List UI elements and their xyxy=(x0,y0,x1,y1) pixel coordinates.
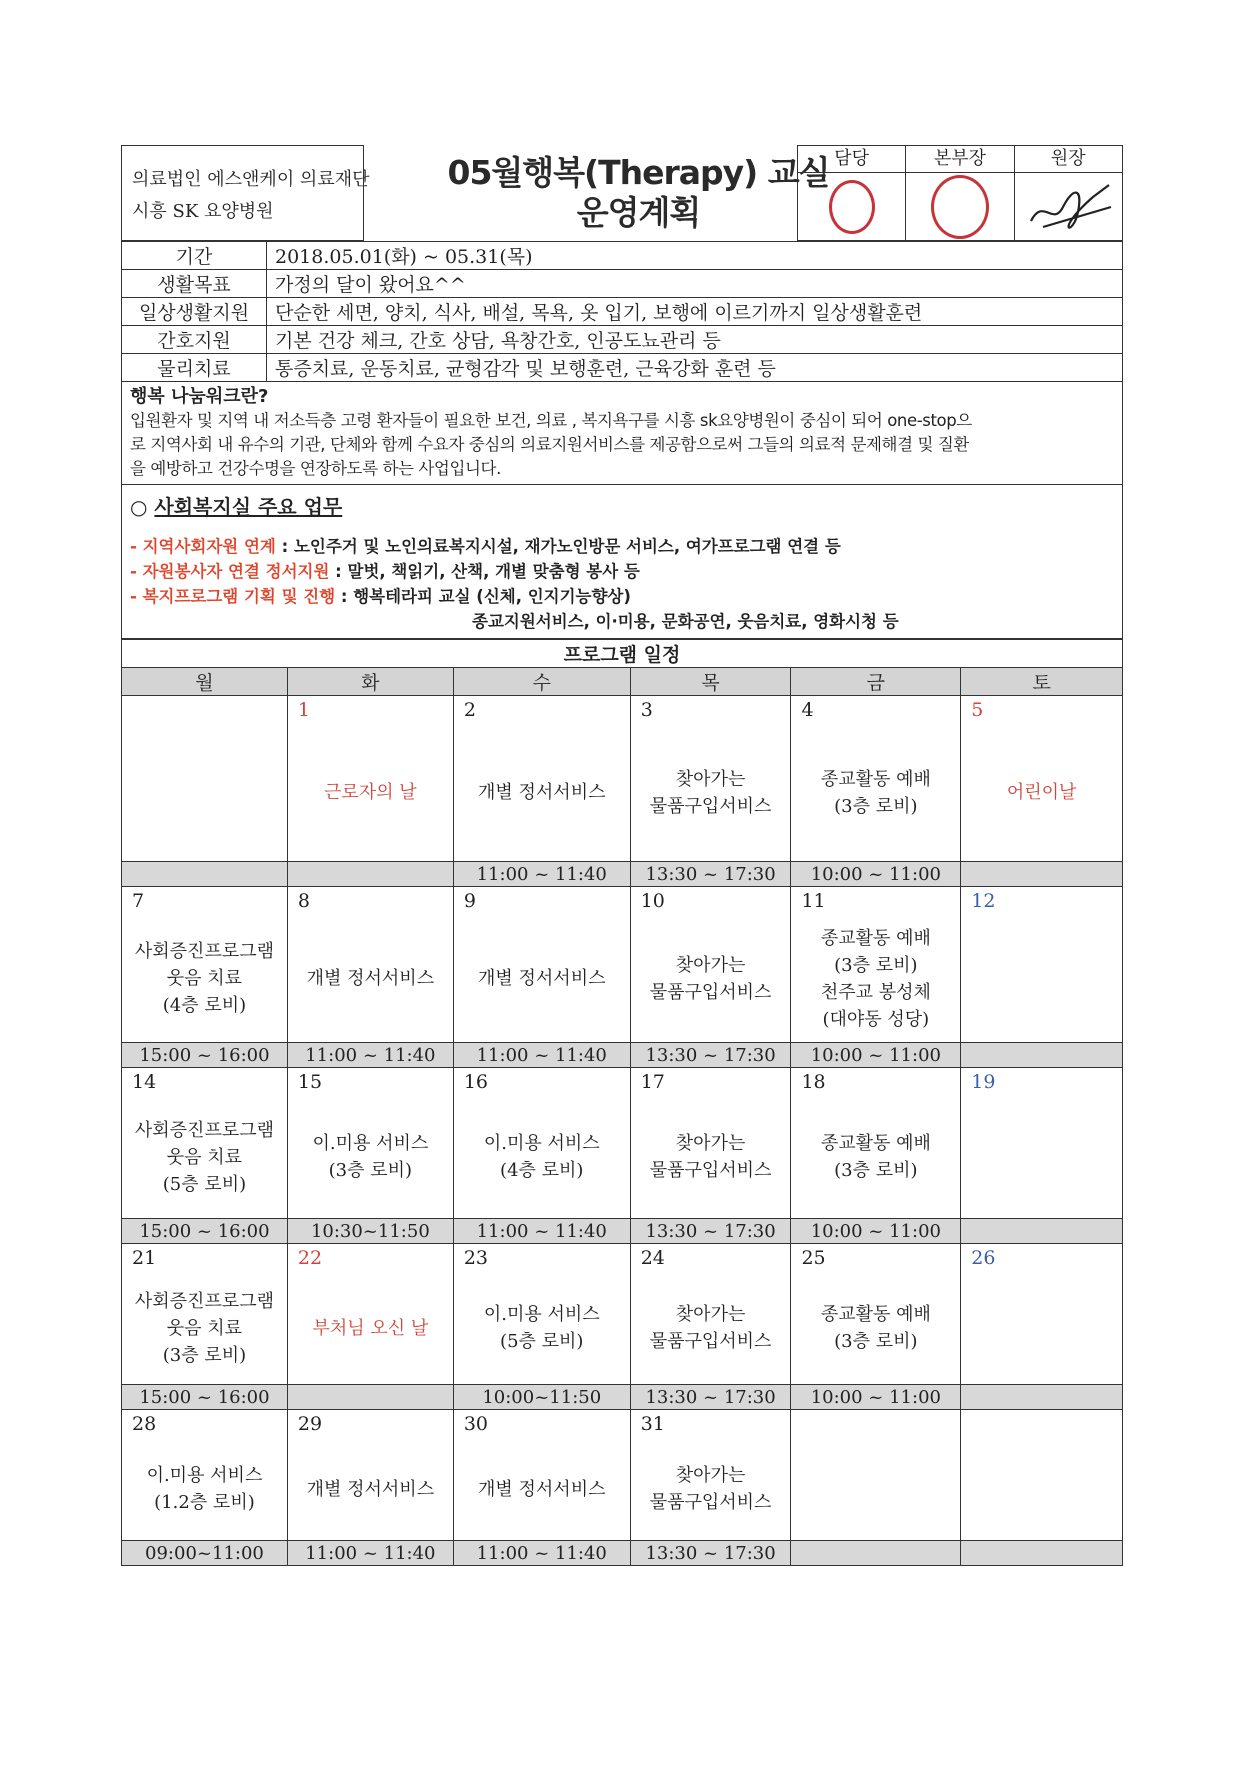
day-program xyxy=(122,724,287,861)
welfare-item-desc: : 말벗, 책읽기, 산책, 개별 맞춤형 봉사 등 xyxy=(329,562,640,581)
title-line-1: 05월행복(Therapy) 교실 xyxy=(447,153,830,192)
weekday-header: 토 xyxy=(961,668,1123,696)
program-time xyxy=(287,862,453,887)
program-time: 10:00 ~ 11:00 xyxy=(791,1385,961,1410)
program-time xyxy=(961,1219,1123,1244)
day-program: 이.미용 서비스 (1.2층 로비) xyxy=(146,1465,263,1513)
document-sheet xyxy=(121,145,1123,1566)
program-time: 13:30 ~ 17:30 xyxy=(630,1219,791,1244)
calendar-day-cell xyxy=(791,1244,961,1385)
about-section xyxy=(121,382,1123,485)
day-number: 10 xyxy=(640,890,665,912)
welfare-item-label: - 자원봉사자 연결 정서지원 xyxy=(130,562,330,581)
program-time xyxy=(122,862,288,887)
day-number: 9 xyxy=(463,890,476,912)
day-number: 26 xyxy=(971,1247,996,1269)
day-program: 어린이날 xyxy=(1006,782,1077,803)
day-program: 부처님 오신 날 xyxy=(312,1317,429,1339)
plan-info-table xyxy=(121,241,1123,382)
welfare-item xyxy=(130,584,1114,609)
weekday-header: 화 xyxy=(287,668,453,696)
day-program: 찾아가는 물품구입서비스 xyxy=(649,1465,772,1513)
calendar-day-cell xyxy=(287,887,453,1043)
welfare-item-desc: : 행복테라피 교실 (신체, 인지기능향상) xyxy=(335,587,631,606)
info-value: 2018.05.01(화) ~ 05.31(목) xyxy=(267,242,1123,270)
calendar-week-row xyxy=(122,1410,1123,1541)
weekday-header-row xyxy=(122,668,1123,696)
weekday-header: 수 xyxy=(453,668,630,696)
day-program: 개별 정서서비스 xyxy=(478,968,606,989)
program-time: 11:00 ~ 11:40 xyxy=(453,1043,630,1068)
calendar-day-cell xyxy=(122,1068,288,1219)
calendar-day-cell xyxy=(961,696,1123,862)
day-number: 24 xyxy=(640,1247,665,1269)
day-program: 개별 정서서비스 xyxy=(306,968,435,989)
calendar-day-cell xyxy=(453,887,630,1043)
day-number: 5 xyxy=(971,699,984,721)
info-row xyxy=(122,298,1123,326)
day-number: 19 xyxy=(971,1071,996,1093)
title-line-2: 운영계획 xyxy=(576,193,701,232)
program-time xyxy=(961,1541,1123,1566)
approval-box xyxy=(797,145,1123,241)
calendar-week-row xyxy=(122,1244,1123,1385)
day-number: 21 xyxy=(132,1247,157,1269)
calendar-day-cell xyxy=(453,696,630,862)
calendar-day-cell xyxy=(791,1410,961,1541)
program-time: 15:00 ~ 16:00 xyxy=(122,1043,288,1068)
day-number: 7 xyxy=(132,890,145,912)
info-key: 일상생활지원 xyxy=(122,298,267,326)
info-key: 간호지원 xyxy=(122,326,267,354)
day-number: 29 xyxy=(297,1413,323,1435)
day-program: 종교활동 예배 (3층 로비) xyxy=(820,1304,931,1352)
info-value: 통증치료, 운동치료, 균형감각 및 보행훈련, 근육강화 훈련 등 xyxy=(267,354,1123,382)
day-number: 2 xyxy=(463,699,476,721)
program-time: 10:30~11:50 xyxy=(287,1219,453,1244)
program-time: 13:30 ~ 17:30 xyxy=(630,1541,791,1566)
weekday-header: 월 xyxy=(122,668,288,696)
approval-label-director: 본부장 xyxy=(906,146,1013,173)
day-program xyxy=(961,1438,1122,1540)
info-value: 단순한 세면, 양치, 식사, 배설, 목욕, 옷 입기, 보행에 이르기까지 일상생활훈련 xyxy=(267,298,1123,326)
day-program: 종교활동 예배 (3층 로비) xyxy=(820,1133,931,1181)
day-number: 17 xyxy=(640,1071,665,1093)
program-time: 13:30 ~ 17:30 xyxy=(630,1385,791,1410)
day-number: 12 xyxy=(971,890,996,912)
calendar-week-row xyxy=(122,1068,1123,1219)
calendar-time-row xyxy=(122,1219,1123,1244)
calendar-day-cell xyxy=(453,1244,630,1385)
welfare-extra-text: 종교지원서비스, 이·미용, 문화공연, 웃음치료, 영화시청 등 xyxy=(472,612,899,631)
program-calendar xyxy=(121,639,1123,1566)
welfare-item-label: - 복지프로그램 기획 및 진행 xyxy=(130,587,336,606)
program-time: 11:00 ~ 11:40 xyxy=(287,1541,453,1566)
calendar-day-cell xyxy=(453,1068,630,1219)
program-time xyxy=(791,1541,961,1566)
welfare-item xyxy=(130,559,1114,584)
calendar-day-cell xyxy=(630,1068,791,1219)
program-time: 10:00 ~ 11:00 xyxy=(791,1219,961,1244)
info-row xyxy=(122,270,1123,298)
info-key: 생활목표 xyxy=(122,270,267,298)
calendar-day-cell xyxy=(791,887,961,1043)
day-program xyxy=(961,1272,1122,1384)
about-text-line: 을 예방하고 건강수명을 연장하도록 하는 사업입니다. xyxy=(130,459,501,478)
about-text-line: 로 지역사회 내 유수의 기관, 단체와 함께 수요자 중심의 의료지원서비스를 제공함으로써 그들의 의료적 문제해결 및 질환 xyxy=(130,435,969,454)
info-row xyxy=(122,354,1123,382)
program-time: 15:00 ~ 16:00 xyxy=(122,1385,288,1410)
day-number: 14 xyxy=(132,1071,157,1093)
day-program: 사회증진프로그램 웃음 치료 (5층 로비) xyxy=(134,1119,274,1195)
weekday-header: 금 xyxy=(791,668,961,696)
program-time: 13:30 ~ 17:30 xyxy=(630,862,791,887)
calendar-day-cell xyxy=(287,1244,453,1385)
day-program: 사회증진프로그램 웃음 치료 (3층 로비) xyxy=(134,1290,274,1366)
calendar-day-cell xyxy=(630,1410,791,1541)
calendar-week-row xyxy=(122,887,1123,1043)
calendar-day-cell xyxy=(791,696,961,862)
calendar-time-row xyxy=(122,862,1123,887)
calendar-time-row xyxy=(122,1385,1123,1410)
day-program: 사회증진프로그램 웃음 치료 (4층 로비) xyxy=(134,941,274,1016)
calendar-time-row xyxy=(122,1043,1123,1068)
calendar-day-cell xyxy=(287,696,453,862)
day-program: 이.미용 서비스 (5층 로비) xyxy=(483,1304,600,1352)
program-time: 10:00~11:50 xyxy=(453,1385,630,1410)
day-number: 16 xyxy=(463,1071,488,1093)
day-number: 11 xyxy=(801,890,826,912)
calendar-day-cell xyxy=(287,1068,453,1219)
day-program: 개별 정서서비스 xyxy=(478,1478,606,1500)
circle-bullet-icon: ○ xyxy=(130,495,148,519)
welfare-item-label: - 지역사회자원 연계 xyxy=(130,537,276,556)
day-number: 4 xyxy=(801,699,814,721)
program-time xyxy=(961,1043,1123,1068)
program-time: 09:00~11:00 xyxy=(122,1541,288,1566)
day-program: 찾아가는 물품구입서비스 xyxy=(649,1304,772,1352)
day-number: 22 xyxy=(297,1247,323,1269)
program-time: 11:00 ~ 11:40 xyxy=(453,1541,630,1566)
approval-label-manager: 담당 xyxy=(798,146,905,173)
calendar-day-cell xyxy=(791,1068,961,1219)
program-time: 13:30 ~ 17:30 xyxy=(630,1043,791,1068)
day-program: 종교활동 예배 (3층 로비) 천주교 봉성체 (대야동 성당) xyxy=(820,927,931,1030)
calendar-week-row xyxy=(122,696,1123,862)
welfare-item-desc: : 노인주거 및 노인의료복지시설, 재가노인방문 서비스, 여가프로그램 연결 등 xyxy=(275,537,841,556)
day-program: 이.미용 서비스 (4층 로비) xyxy=(483,1133,600,1181)
document-header xyxy=(121,145,1123,241)
day-number: 28 xyxy=(132,1413,157,1435)
day-number: 3 xyxy=(640,699,653,721)
day-number: 15 xyxy=(297,1071,323,1093)
day-number: 8 xyxy=(297,890,310,912)
info-key: 물리치료 xyxy=(122,354,267,382)
day-program xyxy=(791,1438,960,1540)
manager-seal-stamp xyxy=(829,180,875,234)
calendar-day-cell xyxy=(453,1410,630,1541)
org-name: 의료법인 에스앤케이 의료재단 xyxy=(132,169,370,190)
day-program: 개별 정서서비스 xyxy=(478,782,606,803)
about-heading: 행복 나눔워크란? xyxy=(130,386,269,407)
approval-label-chief: 원장 xyxy=(1015,146,1122,173)
day-number: 18 xyxy=(801,1071,826,1093)
info-row xyxy=(122,242,1123,270)
calendar-day-cell xyxy=(961,1068,1123,1219)
calendar-day-cell xyxy=(122,887,288,1043)
calendar-day-cell xyxy=(630,696,791,862)
welfare-section xyxy=(121,485,1123,639)
calendar-day-cell xyxy=(287,1410,453,1541)
day-program: 이.미용 서비스 (3층 로비) xyxy=(312,1133,429,1181)
welfare-item xyxy=(130,534,1114,559)
program-time xyxy=(961,1385,1123,1410)
day-program xyxy=(961,915,1122,1042)
day-program: 찾아가는 물품구입서비스 xyxy=(649,954,772,1003)
program-time: 15:00 ~ 16:00 xyxy=(122,1219,288,1244)
welfare-item-extra xyxy=(130,609,1114,634)
welfare-heading-text: 사회복지실 주요 업무 xyxy=(154,495,343,519)
program-time: 11:00 ~ 11:40 xyxy=(453,862,630,887)
calendar-day-cell xyxy=(961,1410,1123,1541)
welfare-heading xyxy=(130,491,1114,520)
day-program: 개별 정서서비스 xyxy=(306,1478,435,1500)
day-program xyxy=(961,1096,1122,1218)
calendar-title: 프로그램 일정 xyxy=(122,640,1123,668)
calendar-day-cell xyxy=(122,1410,288,1541)
calendar-day-cell xyxy=(961,1244,1123,1385)
day-program: 종교활동 예배 (3층 로비) xyxy=(820,768,931,817)
calendar-day-cell xyxy=(122,1244,288,1385)
calendar-time-row xyxy=(122,1541,1123,1566)
weekday-header: 목 xyxy=(630,668,791,696)
program-time: 11:00 ~ 11:40 xyxy=(453,1219,630,1244)
day-program: 찾아가는 물품구입서비스 xyxy=(649,768,772,817)
calendar-day-cell xyxy=(630,1244,791,1385)
about-text-line: 입원환자 및 지역 내 저소득층 고령 환자들이 필요한 보건, 의료 , 복지욕구를 시흥 sk요양병원이 중심이 되어 one-stop으 xyxy=(130,411,972,430)
organization-box xyxy=(121,145,370,241)
hospital-name: 시흥 SK 요양병원 xyxy=(132,201,274,222)
program-time: 10:00 ~ 11:00 xyxy=(791,862,961,887)
info-row xyxy=(122,326,1123,354)
director-seal-stamp xyxy=(931,175,989,239)
info-value: 기본 건강 체크, 간호 상담, 욕창간호, 인공도뇨관리 등 xyxy=(267,326,1123,354)
program-time: 10:00 ~ 11:00 xyxy=(791,1043,961,1068)
info-key: 기간 xyxy=(122,242,267,270)
program-time: 11:00 ~ 11:40 xyxy=(287,1043,453,1068)
program-time xyxy=(961,862,1123,887)
day-program: 근로자의 날 xyxy=(324,782,417,803)
day-number: 23 xyxy=(463,1247,488,1269)
program-time xyxy=(287,1385,453,1410)
day-number: 1 xyxy=(297,699,310,721)
chief-signature xyxy=(1023,177,1113,237)
day-number: 30 xyxy=(463,1413,488,1435)
day-number: 25 xyxy=(801,1247,826,1269)
day-program: 찾아가는 물품구입서비스 xyxy=(649,1133,772,1181)
day-number: 31 xyxy=(640,1413,665,1435)
info-value: 가정의 달이 왔어요^^ xyxy=(267,270,1123,298)
calendar-day-cell xyxy=(122,696,288,862)
calendar-day-cell xyxy=(630,887,791,1043)
calendar-day-cell xyxy=(961,887,1123,1043)
